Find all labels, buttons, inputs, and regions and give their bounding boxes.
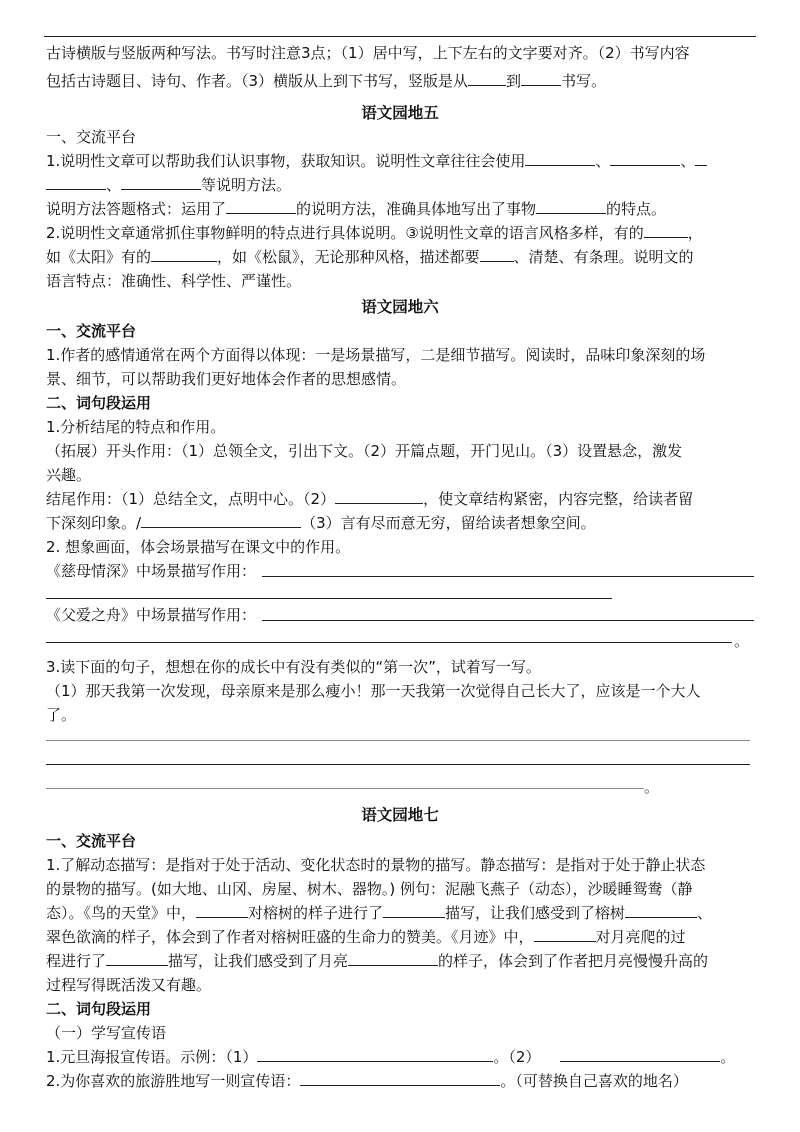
answer-line[interactable] [262, 576, 754, 577]
writing-line[interactable] [46, 764, 750, 765]
blank[interactable] [534, 927, 596, 942]
s7-line-9: 2.为你喜欢的旅游胜地写一则宣传语： 。（可替换自己喜欢的地名） [46, 1072, 688, 1090]
s6-subheading-1: 一、交流平台 [46, 322, 137, 340]
s6-line-4: （拓展）开头作用：（1）总领全文，引出下文。（2）开篇点题，开门见山。（3）设置悬念，激发 [46, 442, 683, 460]
blank[interactable] [257, 1047, 493, 1062]
s5-subheading-1: 一、交流平台 [46, 128, 137, 146]
top-divider [44, 36, 756, 37]
blank[interactable] [625, 903, 697, 918]
section-6-title: 语文园地六 [361, 298, 439, 316]
s5-line-6: 语言特点：准确性、科学性、严谨性。 [46, 272, 302, 290]
top-line-1: 古诗横版与竖版两种写法。书写时注意3点；（1）居中写，上下左右的文字要对齐。（2）书写内容 [46, 44, 690, 62]
blank[interactable] [300, 1071, 500, 1086]
blank[interactable] [46, 175, 106, 190]
period-mark: 。 [644, 778, 660, 796]
section-5-title: 语文园地五 [361, 104, 439, 122]
blank[interactable] [121, 175, 201, 190]
s7-line-2: 的景物的描写。(如大地、山冈、房屋、树木、器物。) 例句：泥融飞燕子（动态），沙暖睡鸳鸯（静 [46, 880, 693, 898]
blank[interactable] [226, 199, 296, 214]
blank[interactable] [348, 951, 438, 966]
s5-line-3: 说明方法答题格式：运用了 的说明方法，准确具体地写出了事物 的特点。 [46, 200, 667, 218]
blank[interactable] [383, 903, 445, 918]
s6-line-11: 3.读下面的句子，想想在你的成长中有没有类似的“第一次”，试着写一写。 [46, 658, 541, 676]
s7-line-4: 翠色欲滴的样子，体会到了作者对榕树旺盛的生命力的赞美。《月迹》中， 对月亮爬的过 [46, 928, 686, 946]
s6-line-9: 《慈母情深》中场景描写作用： [46, 562, 257, 580]
top-line-2: 包括古诗题目、诗句、作者。（3）横版从上到下书写，竖版是从 到 书写。 [46, 72, 607, 90]
writing-line[interactable] [46, 740, 750, 741]
answer-line[interactable] [46, 642, 732, 643]
answer-line[interactable] [46, 598, 612, 599]
blank[interactable] [560, 1047, 720, 1062]
blank[interactable] [695, 151, 707, 166]
answer-line[interactable] [262, 620, 754, 621]
s7-line-5: 程进行了 描写，让我们感受到了月亮 的样子，体会到了作者把月亮慢慢升高的 [46, 952, 709, 970]
s6-subheading-2: 二、词句段运用 [46, 394, 152, 412]
s6-line-10: 《父爱之舟》中场景描写作用： [46, 606, 257, 624]
writing-line[interactable] [46, 788, 644, 789]
s7-line-1: 1.了解动态描写：是指对于处于活动、变化状态时的景物的描写。静态描写：是指对于处于静止状态 [46, 856, 706, 874]
s5-line-1: 1.说明性文章可以帮助我们认识事物，获取知识。说明性文章往往会使用 、 、 [46, 150, 756, 172]
blank[interactable] [480, 247, 514, 262]
blank[interactable] [151, 247, 217, 262]
blank[interactable] [468, 71, 506, 86]
s6-line-3: 1.分析结尾的特点和作用。 [46, 418, 226, 436]
s6-line-6: 结尾作用：（1）总结全文，点明中心。（2） ，使文章结构紧密，内容完整，给读者留 [46, 490, 694, 508]
s7-line-6: 过程写得既活泼又有趣。 [46, 976, 212, 994]
blank[interactable] [521, 71, 561, 86]
s7-line-7: （一）学写宣传语 [46, 1024, 167, 1042]
blank[interactable] [525, 151, 595, 166]
s5-line-2: 、 等说明方法。 [46, 174, 756, 196]
s6-line-7: 下深刻印象。/ （3）言有尽而意无穷，留给读者想象空间。 [46, 514, 596, 532]
blank[interactable] [536, 199, 606, 214]
blank[interactable] [196, 903, 248, 918]
blank[interactable] [141, 513, 301, 528]
blank[interactable] [610, 151, 680, 166]
s7-line-8: 1.元旦海报宣传语。示例：（1） 。（2） 。 [46, 1048, 736, 1066]
blank[interactable] [644, 223, 688, 238]
s6-line-1: 1.作者的感情通常在两个方面得以体现：一是场景描写，二是细节描写。阅读时，品味印象深刻的场 [46, 346, 706, 364]
blank[interactable] [335, 489, 423, 504]
s7-subheading-1: 一、交流平台 [46, 832, 137, 850]
s6-line-13: 了。 [46, 706, 77, 724]
section-7-title: 语文园地七 [361, 806, 439, 824]
s6-line-2: 景、细节，可以帮助我们更好地体会作者的思想感情。 [46, 370, 407, 388]
s6-line-12: （1）那天我第一次发现，母亲原来是那么瘦小！那一天我第一次觉得自己长大了，应该是一个大人 [46, 682, 701, 700]
period-mark: 。 [734, 632, 750, 650]
s6-line-5: 兴趣。 [46, 466, 92, 484]
s7-line-3: 态）。《鸟的天堂》中， 对榕树的样子进行了 描写，让我们感受到了榕树 、 [46, 904, 713, 922]
blank[interactable] [106, 951, 168, 966]
s5-line-5: 如《太阳》有的 ，如《松鼠》，无论那种风格，描述都要 、清楚、有条理。说明文的 [46, 248, 694, 266]
s6-line-8: 2. 想象画面，体会场景描写在课文中的作用。 [46, 538, 351, 556]
s7-subheading-2: 二、词句段运用 [46, 1000, 152, 1018]
s5-line-4: 2.说明性文章通常抓住事物鲜明的特点进行具体说明。③说明性文章的语言风格多样，有的 ， [46, 224, 703, 242]
